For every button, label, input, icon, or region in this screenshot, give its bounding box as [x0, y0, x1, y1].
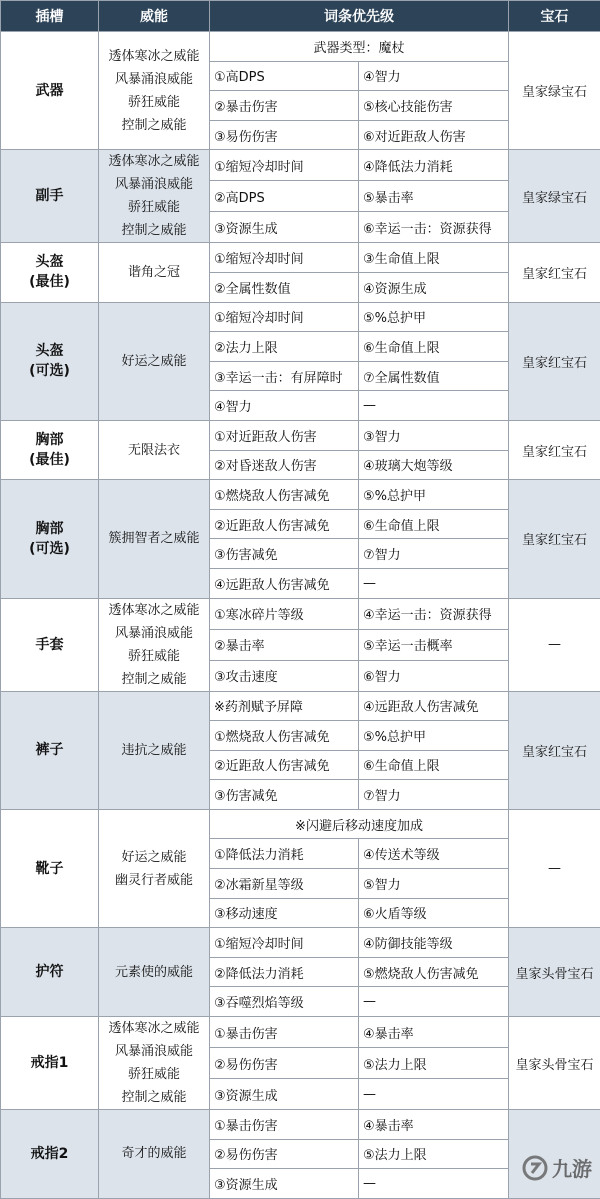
aspect-cell — [99, 302, 210, 420]
affix-cell: ⑥生命值上限 — [359, 509, 509, 539]
aspect-name: 骄狂威能 — [99, 91, 209, 114]
affix-cell: ⑦全属性数值 — [359, 361, 509, 391]
slot-label: (最佳) — [1, 272, 98, 292]
affix-cell: ③生命值上限 — [359, 243, 509, 273]
affix-cell: ②冰霜新星等级 — [210, 869, 359, 899]
aspect-name: 透体寒冰之威能 — [99, 599, 209, 622]
slot-label: (最佳) — [1, 450, 98, 470]
slot-label: 头盔 — [1, 341, 98, 361]
aspect-name: 风暴涌浪威能 — [99, 173, 209, 196]
affix-cell: ⑤智力 — [359, 869, 509, 899]
slot-cell — [1, 928, 99, 1017]
affix-cell: — — [359, 1169, 509, 1199]
slot-cell — [1, 480, 99, 598]
table-row — [1, 150, 600, 181]
aspect-cell — [99, 691, 210, 809]
slot-label: (可选) — [1, 361, 98, 381]
affix-cell: ④远距敌人伤害减免 — [359, 691, 509, 721]
affix-cell: ⑤%总护甲 — [359, 480, 509, 510]
watermark — [522, 1153, 592, 1182]
aspect-name: 风暴涌浪威能 — [99, 622, 209, 645]
gem-cell: — — [509, 598, 600, 691]
slot-cell — [1, 420, 99, 479]
affix-cell: ①对近距敌人伤害 — [210, 420, 359, 450]
slot-label: (可选) — [1, 539, 98, 559]
affix-cell: ②全属性数值 — [210, 272, 359, 302]
aspect-name: 骄狂威能 — [99, 196, 209, 219]
aspect-name: 元素使的威能 — [99, 961, 209, 984]
aspect-name: 无限法衣 — [99, 439, 209, 462]
affix-cell: ⑥生命值上限 — [359, 332, 509, 362]
affix-cell: ⑤%总护甲 — [359, 302, 509, 332]
aspect-cell — [99, 928, 210, 1017]
affix-cell: ②近距敌人伤害减免 — [210, 750, 359, 780]
gem-cell: 皇家红宝石 — [509, 480, 600, 598]
affix-cell: ②降低法力消耗 — [210, 957, 359, 987]
gem-cell: — — [509, 809, 600, 927]
slot-label: 靴子 — [1, 859, 98, 879]
affix-cell: ③易伤伤害 — [210, 120, 359, 150]
affix-cell: ⑤%总护甲 — [359, 721, 509, 751]
slot-cell — [1, 243, 99, 302]
table-row — [1, 302, 600, 332]
aspect-name: 好运之威能 — [99, 846, 209, 869]
aspect-cell — [99, 1017, 210, 1110]
slot-label: 胸部 — [1, 430, 98, 450]
aspect-cell — [99, 150, 210, 243]
affix-cell: ③智力 — [359, 420, 509, 450]
watermark-text: 九游 — [552, 1153, 592, 1182]
affix-cell: — — [359, 391, 509, 421]
affix-cell: ①暴击伤害 — [210, 1017, 359, 1048]
aspect-name: 透体寒冰之威能 — [99, 150, 209, 173]
affix-cell: ④防御技能等级 — [359, 928, 509, 958]
table-row — [1, 1110, 600, 1140]
affix-cell: ③幸运一击：有屏障时 — [210, 361, 359, 391]
slot-label: 副手 — [1, 186, 98, 206]
affix-cell: ①燃烧敌人伤害减免 — [210, 721, 359, 751]
aspect-name: 骄狂威能 — [99, 645, 209, 668]
affix-cell: ④暴击率 — [359, 1017, 509, 1048]
slot-cell — [1, 1017, 99, 1110]
affix-cell: ④远距敌人伤害减免 — [210, 568, 359, 598]
affix-cell: ①缩短冷却时间 — [210, 243, 359, 273]
gem-cell: 皇家红宝石 — [509, 302, 600, 420]
slot-label: 护符 — [1, 962, 98, 982]
affix-cell: ④智力 — [359, 61, 509, 91]
affix-cell: ⑤法力上限 — [359, 1139, 509, 1169]
affix-cell: ①缩短冷却时间 — [210, 150, 359, 181]
affix-cell: ③资源生成 — [210, 1079, 359, 1110]
aspect-cell — [99, 32, 210, 150]
affix-cell: ④幸运一击：资源获得 — [359, 598, 509, 629]
affix-cell: ①暴击伤害 — [210, 1110, 359, 1140]
affix-cell: ⑤核心技能伤害 — [359, 91, 509, 121]
affix-cell: ①燃烧敌人伤害减免 — [210, 480, 359, 510]
aspect-name: 控制之威能 — [99, 1086, 209, 1109]
slot-label: 戒指2 — [1, 1144, 98, 1164]
slot-cell — [1, 809, 99, 927]
table-row — [1, 598, 600, 629]
header-aspect: 威能 — [99, 1, 210, 32]
aspect-cell — [99, 1110, 210, 1199]
affix-cell: ⑥生命值上限 — [359, 750, 509, 780]
slot-label: 手套 — [1, 635, 98, 655]
affix-cell: ⑦智力 — [359, 539, 509, 569]
affix-cell: ②暴击率 — [210, 629, 359, 660]
affix-cell: ①高DPS — [210, 61, 359, 91]
slot-cell — [1, 150, 99, 243]
affix-cell: ①寒冰碎片等级 — [210, 598, 359, 629]
affix-cell: ③移动速度 — [210, 898, 359, 928]
affix-cell: ②法力上限 — [210, 332, 359, 362]
aspect-cell — [99, 480, 210, 598]
aspect-name: 幽灵行者威能 — [99, 869, 209, 892]
header-row — [1, 1, 600, 32]
affix-cell: ③资源生成 — [210, 1169, 359, 1199]
affix-cell: ①缩短冷却时间 — [210, 928, 359, 958]
affix-cell: ③吞噬烈焰等级 — [210, 987, 359, 1017]
affix-cell: ④传送术等级 — [359, 839, 509, 869]
aspect-name: 控制之威能 — [99, 219, 209, 242]
aspect-name: 簇拥智者之威能 — [99, 527, 209, 550]
aspect-cell — [99, 809, 210, 927]
affix-cell: ②暴击伤害 — [210, 91, 359, 121]
affix-cell: ②高DPS — [210, 181, 359, 212]
affix-cell: ②易伤伤害 — [210, 1139, 359, 1169]
slot-label: 裤子 — [1, 740, 98, 760]
affix-cell: ⑥智力 — [359, 660, 509, 691]
affix-cell: ①降低法力消耗 — [210, 839, 359, 869]
slot-label: 武器 — [1, 81, 98, 101]
table-row — [1, 420, 600, 450]
affix-cell: ③伤害减免 — [210, 780, 359, 810]
affix-cell: ②易伤伤害 — [210, 1048, 359, 1079]
table-body — [1, 32, 600, 1199]
gem-cell: 皇家红宝石 — [509, 691, 600, 809]
affix-cell: ④玻璃大炮等级 — [359, 450, 509, 480]
affix-cell: ※药剂赋予屏障 — [210, 691, 359, 721]
affix-cell: ③资源生成 — [210, 212, 359, 243]
gem-cell: 皇家红宝石 — [509, 243, 600, 302]
affix-cell: ④智力 — [210, 391, 359, 421]
slot-cell — [1, 598, 99, 691]
table-row — [1, 691, 600, 721]
weapon-note: ※闪避后移动速度加成 — [210, 809, 509, 839]
slot-label: 戒指1 — [1, 1053, 98, 1073]
aspect-name: 奇才的威能 — [99, 1142, 209, 1165]
affix-cell: ④降低法力消耗 — [359, 150, 509, 181]
affix-cell: ②对昏迷敌人伤害 — [210, 450, 359, 480]
affix-cell: ⑥对近距敌人伤害 — [359, 120, 509, 150]
slot-cell — [1, 1110, 99, 1199]
affix-cell: ①缩短冷却时间 — [210, 302, 359, 332]
affix-cell: ⑤暴击率 — [359, 181, 509, 212]
affix-cell: ⑤燃烧敌人伤害减免 — [359, 957, 509, 987]
gem-cell: 皇家头骨宝石 — [509, 928, 600, 1017]
slot-label: 头盔 — [1, 252, 98, 272]
header-gem: 宝石 — [509, 1, 600, 32]
affix-cell: ③伤害减免 — [210, 539, 359, 569]
aspect-name: 透体寒冰之威能 — [99, 1017, 209, 1040]
affix-cell: ⑥幸运一击：资源获得 — [359, 212, 509, 243]
aspect-cell — [99, 243, 210, 302]
slot-cell — [1, 32, 99, 150]
gem-cell: 皇家头骨宝石 — [509, 1017, 600, 1110]
table-row — [1, 1017, 600, 1048]
table-row — [1, 928, 600, 958]
table-row — [1, 480, 600, 510]
affix-cell: — — [359, 568, 509, 598]
affix-cell: ⑥火盾等级 — [359, 898, 509, 928]
affix-cell: ⑤幸运一击概率 — [359, 629, 509, 660]
aspect-name: 透体寒冰之威能 — [99, 45, 209, 68]
gem-cell: 皇家绿宝石 — [509, 32, 600, 150]
table-row — [1, 243, 600, 273]
table-row — [1, 32, 600, 62]
aspect-name: 谐角之冠 — [99, 261, 209, 284]
nine-game-logo-icon — [522, 1155, 548, 1181]
aspect-name: 骄狂威能 — [99, 1063, 209, 1086]
affix-cell: ③攻击速度 — [210, 660, 359, 691]
affix-cell: ④资源生成 — [359, 272, 509, 302]
affix-cell: ⑦智力 — [359, 780, 509, 810]
aspect-name: 风暴涌浪威能 — [99, 68, 209, 91]
header-affix-priority: 词条优先级 — [210, 1, 509, 32]
slot-cell — [1, 302, 99, 420]
slot-label: 胸部 — [1, 519, 98, 539]
affix-cell: ②近距敌人伤害减免 — [210, 509, 359, 539]
aspect-cell — [99, 420, 210, 479]
table-row — [1, 809, 600, 839]
header-slot: 插槽 — [1, 1, 99, 32]
aspect-name: 好运之威能 — [99, 350, 209, 373]
slot-cell — [1, 691, 99, 809]
affix-cell: ⑤法力上限 — [359, 1048, 509, 1079]
affix-cell: — — [359, 987, 509, 1017]
aspect-name: 风暴涌浪威能 — [99, 1040, 209, 1063]
aspect-name: 违抗之威能 — [99, 739, 209, 762]
weapon-note: 武器类型：魔杖 — [210, 32, 509, 62]
gem-cell: 皇家红宝石 — [509, 420, 600, 479]
affix-cell: — — [359, 1079, 509, 1110]
aspect-name: 控制之威能 — [99, 114, 209, 137]
aspect-name: 控制之威能 — [99, 668, 209, 691]
aspect-cell — [99, 598, 210, 691]
affix-cell: ④暴击率 — [359, 1110, 509, 1140]
gem-cell: 皇家绿宝石 — [509, 150, 600, 243]
